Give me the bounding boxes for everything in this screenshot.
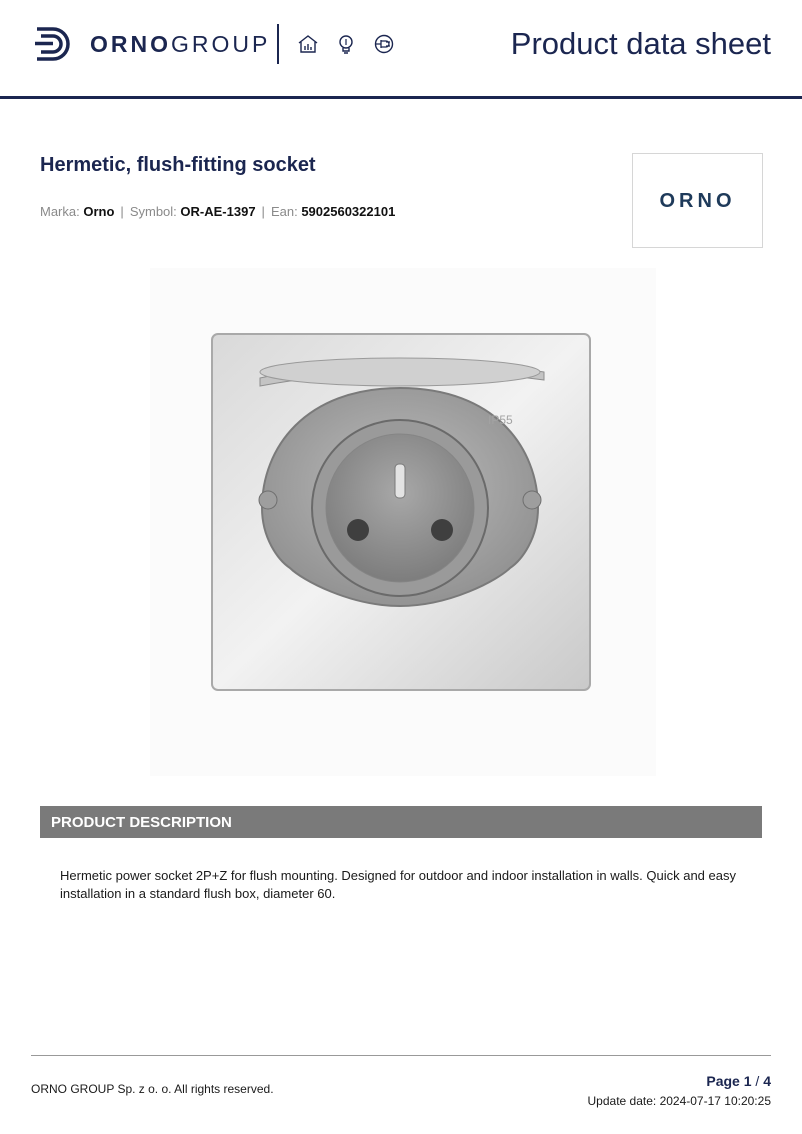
product-photo (150, 268, 656, 776)
plug-icon (373, 33, 395, 55)
brand-value: Orno (83, 204, 115, 219)
product-meta (40, 204, 395, 219)
ean-label: Ean: (270, 204, 298, 219)
smart-home-icon (297, 33, 319, 55)
document-title: Product data sheet (510, 26, 771, 61)
update-value: 2024-07-17 10:20:25 (659, 1094, 771, 1108)
orno-logo-icon (33, 23, 75, 65)
footer-rule (31, 1055, 771, 1056)
symbol-label: Symbol: (129, 204, 177, 219)
bulb-icon (335, 33, 357, 55)
brand-label: Marka: (40, 204, 80, 219)
brand-logo-text: ORNO (659, 190, 736, 212)
meta-separator: | (261, 204, 265, 219)
update-label: Update date: (587, 1094, 657, 1108)
ean-value: 5902560322101 (301, 204, 396, 219)
page-header (0, 0, 802, 100)
section-title: PRODUCT DESCRIPTION (51, 814, 232, 831)
meta-separator: | (120, 204, 124, 219)
ip-rating-marking: IP55 (488, 413, 513, 427)
brand-logo (632, 153, 763, 248)
company-logo-text: ORNOGROUP (90, 31, 271, 57)
product-description: Hermetic power socket 2P+Z for flush mounting. Designed for outdoor and indoor installation in walls. Quick and easy installation in a standard flush box, diameter 60. (60, 868, 736, 901)
header-divider (277, 24, 279, 64)
symbol-value: OR-AE-1397 (180, 204, 256, 219)
product-title: Hermetic, flush-fitting socket (40, 154, 316, 176)
header-rule (0, 96, 802, 99)
copyright-text: ORNO GROUP Sp. z o. o. All rights reserved. (31, 1082, 274, 1096)
update-date (588, 1094, 772, 1108)
section-header (40, 806, 762, 838)
page-number: Page 1 / 4 (706, 1073, 771, 1089)
